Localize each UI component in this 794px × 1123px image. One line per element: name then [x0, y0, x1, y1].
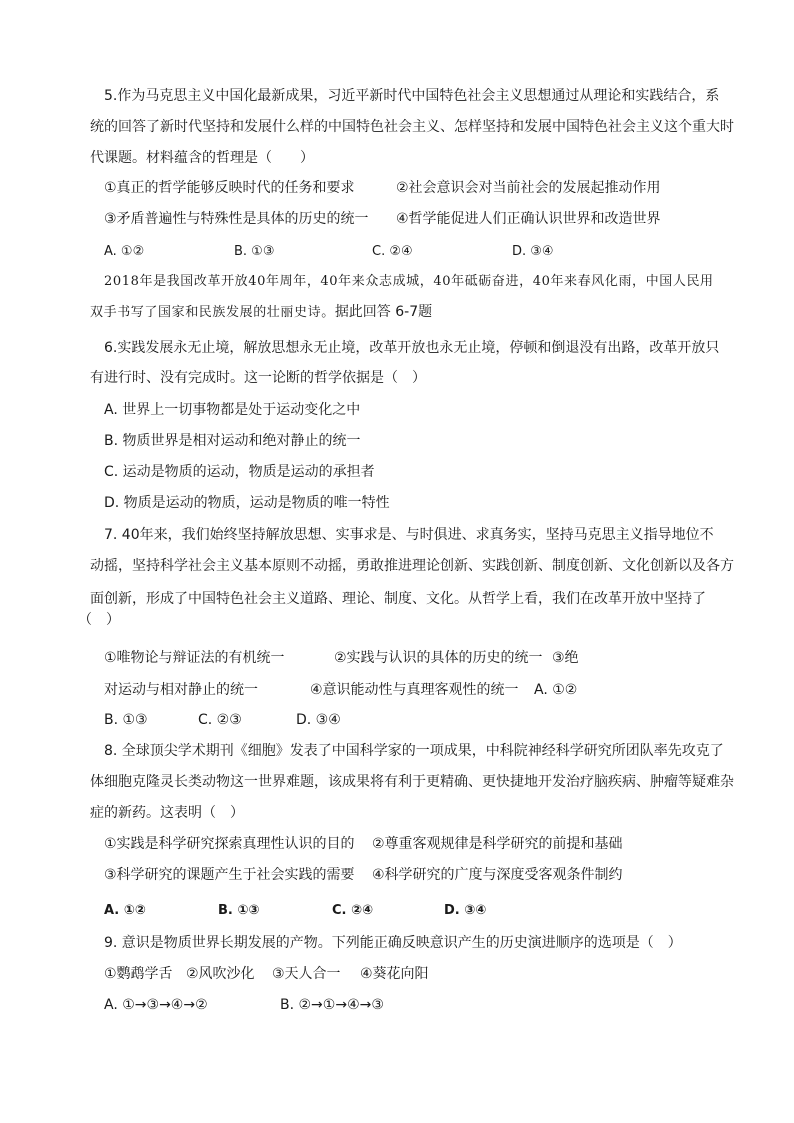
q7-statement-3b: 对运动与相对静止的统一 [104, 682, 258, 698]
q7-line-3: 面创新，形成了中国特色社会主义道路、理论、制度、文化。从哲学上看，我们在改革开放中坚持了 [90, 591, 706, 607]
material-line-2b: 据此回答 6-7题 [334, 304, 433, 320]
q7-option-c: C. ②③ [198, 712, 242, 728]
material-line-2a: 双手书写了国家和民族发展的壮丽史诗。 [90, 305, 335, 320]
q7-statement-2: ②实践与认识的具体的历史的统一 [334, 650, 543, 666]
q6-line-2: 有进行时、没有完成时。这一论断的哲学依据是（ ） [90, 370, 426, 386]
q8-line-1: 8. 全球顶尖学术期刊《细胞》发表了中国科学家的一项成果，中科院神经科学研究所团队率先攻克了 [104, 743, 724, 759]
q8-line-3: 症的新药。这表明（ ） [90, 805, 244, 821]
q5-line-3: 代课题。材料蕴含的哲理是（ ） [90, 150, 314, 166]
q7-option-d: D. ③④ [296, 712, 341, 728]
q5-option-a: A. ①② [104, 244, 145, 259]
q8-line-2: 体细胞克隆灵长类动物这一世界难题，该成果将有利于更精确、更快捷地开发治疗脑疾病、肿瘤等疑难杂 [90, 774, 734, 790]
q5-option-c: C. ②④ [372, 244, 413, 259]
q8-statement-3: ③科学研究的课题产生于社会实践的需要 [104, 867, 355, 883]
q9-option-a: A. ①→③→④→② [104, 997, 208, 1013]
q6-option-c: C. 运动是物质的运动，物质是运动的承担者 [104, 464, 375, 480]
q8-option-c: C. ②④ [332, 903, 374, 918]
q6-option-d: D. 物质是运动的物质，运动是物质的唯一特性 [104, 495, 390, 511]
q7-line-4: （ ） [78, 612, 120, 628]
q9-statement-1: ①鹦鹉学舌 [104, 966, 173, 982]
q7-statement-4: ④意识能动性与真理客观性的统一 [310, 682, 519, 698]
q8-statement-1: ①实践是科学研究探索真理性认识的目的 [104, 836, 355, 852]
q8-statement-2: ②尊重客观规律是科学研究的前提和基础 [372, 836, 623, 852]
q9-statement-3: ③天人合一 [272, 966, 341, 982]
q7-option-b: B. ①③ [104, 712, 148, 728]
q7-statement-1: ①唯物论与辩证法的有机统一 [104, 650, 285, 666]
q7-line-2: 动摇，坚持科学社会主义基本原则不动摇，勇敢推进理论创新、实践创新、制度创新、文化创新以及各方 [90, 558, 734, 574]
q5-statement-2: ②社会意识会对当前社会的发展起推动作用 [396, 180, 661, 196]
q7-option-a: A. ①② [534, 682, 578, 698]
q8-option-b: B. ①③ [218, 903, 260, 918]
material-line-2 [90, 302, 432, 323]
q6-option-a: A. 世界上一切事物都是处于运动变化之中 [104, 402, 361, 418]
q9-statement-4: ④葵花向阳 [360, 966, 429, 982]
q9-option-b: B. ②→①→④→③ [280, 997, 384, 1013]
q5-option-b: B. ①③ [234, 244, 275, 259]
q9-statement-2: ②风吹沙化 [186, 966, 255, 982]
q8-option-a: A. ①② [104, 903, 146, 918]
q8-option-d: D. ③④ [444, 903, 487, 918]
material-line-1: 2018年是我国改革开放40年周年，40年来众志成城，40年砥砺奋进，40年来春风化雨，中国人民用 [104, 274, 714, 289]
q7-statement-3a: ③绝 [552, 650, 579, 666]
q5-statement-4: ④哲学能促进人们正确认识世界和改造世界 [396, 211, 661, 227]
q5-line-1: 5.作为马克思主义中国化最新成果，习近平新时代中国特色社会主义思想通过从理论和实践结合，系 [104, 88, 720, 104]
q5-statement-3: ③矛盾普遍性与特殊性是具体的历史的统一 [104, 211, 369, 227]
q6-option-b: B. 物质世界是相对运动和绝对静止的统一 [104, 433, 361, 449]
q7-line-1: 7. 40年来，我们始终坚持解放思想、实事求是、与时俱进、求真务实，坚持马克思主义指导地位不 [104, 527, 714, 543]
q8-statement-4: ④科学研究的广度与深度受客观条件制约 [372, 867, 623, 883]
q5-statement-1: ①真正的哲学能够反映时代的任务和要求 [104, 180, 355, 196]
q5-option-d: D. ③④ [512, 244, 554, 259]
q6-line-1: 6.实践发展永无止境，解放思想永无止境，改革开放也永无止境，停顿和倒退没有出路，改革开放只 [104, 340, 720, 356]
q5-line-2: 统的回答了新时代坚持和发展什么样的中国特色社会主义、怎样坚持和发展中国特色社会主义这个重大时 [90, 119, 734, 135]
q9-line-1: 9. 意识是物质世界长期发展的产物。下列能正确反映意识产生的历史演进顺序的选项是（ ） [104, 935, 682, 951]
